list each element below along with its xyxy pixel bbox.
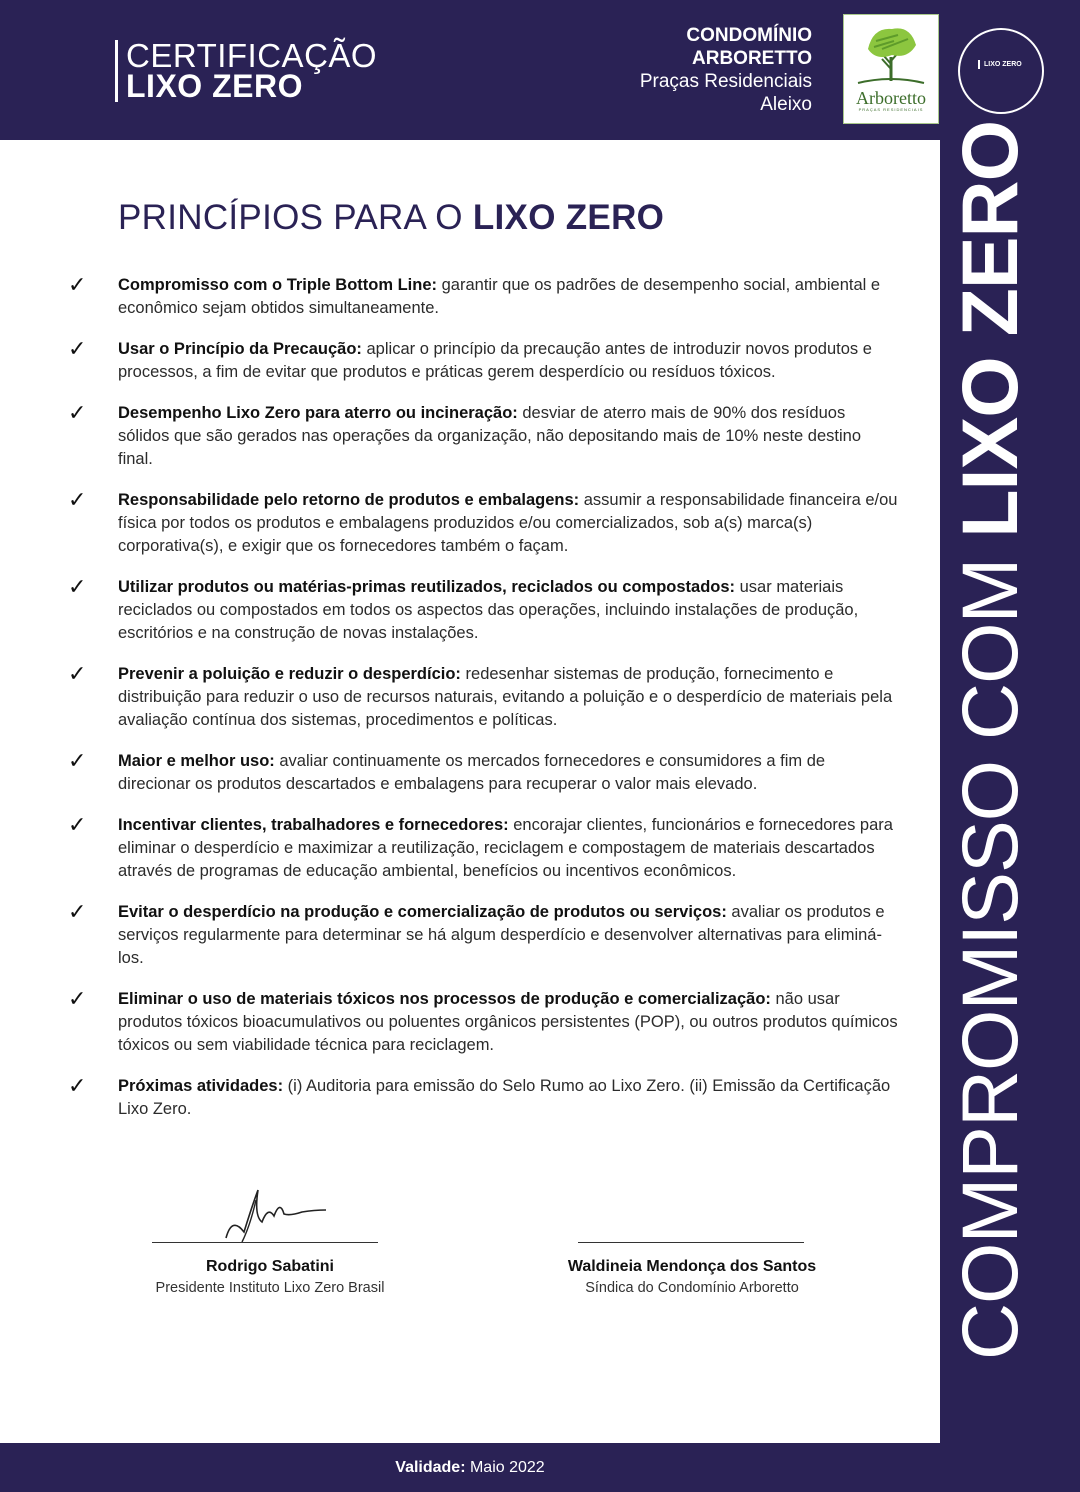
item-text: avaliar continuamente os mercados fornecedores e consumidores a fim de direcionar os produtos descartados e embalagens para recuperar o valor mais elevado.: [118, 752, 826, 793]
list-item: [68, 338, 898, 384]
item-heading: Eliminar o uso de materiais tóxicos nos processos de produção e comercialização:: [118, 990, 771, 1008]
check-icon: ✓: [68, 273, 87, 298]
validity-value: Maio 2022: [465, 1459, 545, 1476]
logo-brand: Arboretto: [856, 88, 926, 108]
list-item: [68, 489, 898, 558]
check-icon: ✓: [68, 337, 87, 362]
item-text: redesenhar sistemas de produção, fornecimento e distribuição para reduzir o uso de recursos naturais, evitando a poluição e o desperdício de materiais pela avaliação contínua dos sistemas, procedimentos e políticas.: [118, 665, 893, 729]
condo-line1: CONDOMÍNIO: [686, 25, 812, 46]
page-title: [118, 198, 664, 238]
item-text: não usar produtos tóxicos bioacumulativos ou poluentes orgânicos persistentes (POP), ou outros produtos químicos tóxicos ou sem viabilidade técnica para reciclagem.: [118, 990, 898, 1054]
item-heading: Prevenir a poluição e reduzir o desperdício:: [118, 665, 461, 683]
vertical-bold: LIXO ZERO: [945, 120, 1034, 538]
signatory-name: Rodrigo Sabatini: [206, 1258, 334, 1275]
item-heading: Evitar o desperdício na produção e comercialização de produtos ou serviços:: [118, 903, 727, 921]
item-text: aplicar o princípio da precaução antes de introduzir novos produtos e processos, a fim de evitar que produtos e práticas gerem desperdício ou resíduos tóxicos.: [118, 340, 872, 381]
item-heading: Compromisso com o Triple Bottom Line:: [118, 276, 438, 294]
item-heading: Próximas atividades:: [118, 1077, 284, 1095]
condo-line2: ARBORETTO: [692, 48, 812, 69]
item-text: avaliar os produtos e serviços regularmente para determinar se há algum desperdício e desenvolver alternativas para eliminá-los.: [118, 903, 885, 967]
principles-list: [68, 274, 898, 1121]
certification-seal: [958, 28, 1044, 114]
check-icon: ✓: [68, 401, 87, 426]
signatory-role: Síndica do Condomínio Arboretto: [585, 1280, 799, 1296]
condominium-info: [640, 24, 812, 116]
list-item: [68, 988, 898, 1057]
header-banner: [0, 0, 1080, 140]
cert-line2: LIXO ZERO: [126, 68, 303, 104]
certification-logo: [115, 37, 378, 104]
item-text: (i) Auditoria para emissão do Selo Rumo ao Lixo Zero. (ii) Emissão da Certificação Lixo Zero.: [118, 1077, 891, 1118]
list-item: [68, 402, 898, 471]
check-icon: ✓: [68, 987, 87, 1012]
list-item: [68, 274, 898, 320]
condo-line4: Aleixo: [760, 94, 812, 115]
signature-line-left: [152, 1242, 378, 1243]
logo-subtitle: PRAÇAS RESIDENCIAIS: [858, 107, 924, 112]
signatory-role: Presidente Instituto Lixo Zero Brasil: [155, 1280, 385, 1296]
list-item: [68, 901, 898, 970]
item-heading: Utilizar produtos ou matérias-primas reutilizados, reciclados ou compostados:: [118, 578, 736, 596]
check-icon: ✓: [68, 1074, 87, 1099]
list-item: [68, 814, 898, 883]
item-text: desviar de aterro mais de 90% dos resíduos sólidos que são gerados nas operações da organização, não depositando mais de 10% neste destino final.: [118, 404, 862, 468]
check-icon: ✓: [68, 749, 87, 774]
title-bold: LIXO ZERO: [472, 198, 665, 237]
document-body: [0, 140, 940, 1443]
title-light: PRINCÍPIOS PARA O: [118, 198, 473, 237]
vertical-commitment-text: [945, 120, 1035, 1360]
list-item: [68, 576, 898, 645]
seal-text: LIXO ZERO: [978, 60, 1026, 69]
item-heading: Usar o Princípio da Precaução:: [118, 340, 362, 358]
item-text: assumir a responsabilidade financeira e/ou física por todos os produtos e embalagens produzidos e/ou comercializados, sob a(s) marca(s) corporativa(s), e exigir que os fornecedores também o façam.: [118, 491, 898, 555]
list-item: [68, 750, 898, 796]
signatures: [0, 1180, 940, 1320]
item-text: encorajar clientes, funcionários e fornecedores para eliminar o desperdício e maximizar a reutilização, reciclagem e compostagem de materiais descartados através de programas de educação ambiental, benefícios ou incentivos econômicos.: [118, 816, 893, 880]
signature-line-right: [578, 1242, 804, 1243]
vertical-light: COMPROMISSO COM: [945, 537, 1034, 1360]
item-heading: Incentivar clientes, trabalhadores e fornecedores:: [118, 816, 509, 834]
item-text: usar materiais reciclados ou compostados em todos os aspectos das operações, incluindo instalações de produção, escritórios e na construção de novas instalações.: [118, 578, 859, 642]
footer-validity: [0, 1443, 940, 1492]
check-icon: ✓: [68, 488, 87, 513]
arboretto-logo: [843, 14, 939, 124]
item-heading: Maior e melhor uso:: [118, 752, 275, 770]
item-text: garantir que os padrões de desempenho social, ambiental e econômico sejam obtidos simultaneamente.: [118, 276, 881, 317]
check-icon: ✓: [68, 813, 87, 838]
signatory-name: Waldineia Mendonça dos Santos: [567, 1258, 817, 1275]
check-icon: ✓: [68, 662, 87, 687]
list-item: [68, 663, 898, 732]
cert-line1: CERTIFICAÇÃO: [126, 37, 378, 74]
list-item: [68, 1075, 898, 1121]
item-heading: Responsabilidade pelo retorno de produtos e embalagens:: [118, 491, 580, 509]
handwritten-signature: [222, 1186, 332, 1246]
condo-line3: Praças Residenciais: [639, 71, 812, 92]
validity-label: Validade:: [395, 1459, 466, 1476]
tree-icon: [848, 19, 934, 89]
check-icon: ✓: [68, 900, 87, 925]
item-heading: Desempenho Lixo Zero para aterro ou incineração:: [118, 404, 518, 422]
check-icon: ✓: [68, 575, 87, 600]
